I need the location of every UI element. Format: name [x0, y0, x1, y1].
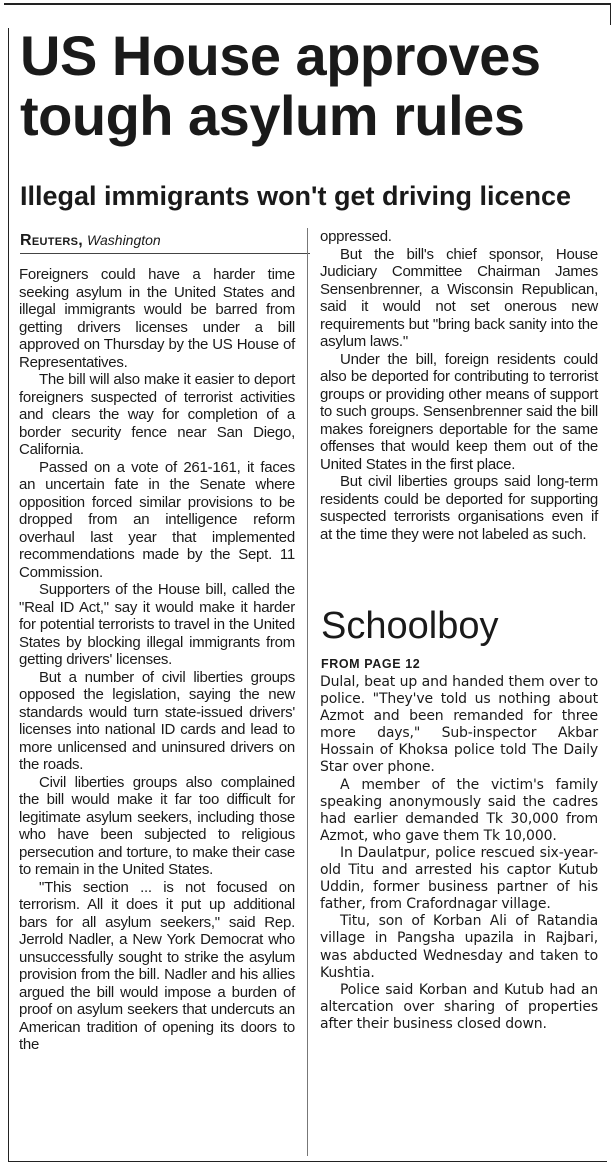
schoolboy-heading: Schoolboy	[321, 605, 499, 647]
paragraph: Police said Korban and Kutub had an altercation over sharing of properties after their business closed down.	[320, 981, 598, 1032]
article-subhead: Illegal immigrants won't get driving licence	[20, 181, 572, 211]
paragraph: Passed on a vote of 261-161, it faces an uncertain fate in the Senate where opposition forced similar provisions to be dropped from an intelligence reform overhaul last year that implemented recommendations made by the Sept. 11 Commission.	[19, 458, 295, 581]
byline-place: Washington	[87, 232, 161, 248]
jump-label: FROM PAGE 12	[321, 657, 421, 671]
paragraph: oppressed.	[320, 228, 392, 245]
byline	[20, 231, 310, 250]
paragraph: "This section ... is not focused on terrorism. All it does it put up additional bars for all asylum seekers," said Rep. Jerrold Nadler, a New York Democrat who unsuccessfully sought to strike the asylum provision from the bill. Nadler and his allies argued the bill would impose a burden of proof on asylum seekers that undercuts an American tradition of opening its doors to the	[19, 878, 295, 1053]
frame-top-rule	[4, 3, 611, 5]
paragraph: But civil liberties groups said long-term residents could be deported for supporting suspected terrorists organisations even if at the time they were not labeled as such.	[320, 473, 598, 543]
byline-agency: Reuters,	[20, 232, 84, 249]
schoolboy-article-column	[320, 674, 598, 1033]
paragraph: But a number of civil liberties groups opposed the legislation, saying the new standards would turn state-issued drivers' licenses into national ID cards and lead to more unlicensed and uninsured drivers on the roads.	[19, 668, 295, 773]
frame-left-rule	[8, 28, 9, 1162]
frame-bottom-rule	[8, 1161, 607, 1162]
frame-right-rule	[610, 3, 611, 25]
paragraph: Titu, son of Korban Ali of Ratandia village in Pangsha upazila in Rajbari, was abducted Wednesday and taken to Kushtia.	[320, 913, 598, 981]
paragraph: Foreigners could have a harder time seeking asylum in the United States and illegal immigrants would be barred from getting drivers licenses under a bill approved on Thursday by the US House of Representatives.	[19, 266, 295, 371]
paragraph: A member of the victim's family speaking anonymously said the cadres had earlier demanded Tk 30,000 from Azmot, who gave them Tk 10,000.	[320, 776, 598, 844]
article-right-column	[320, 228, 598, 543]
article-headline: US House approves tough asylum rules	[20, 24, 541, 147]
paragraph: Under the bill, foreign residents could also be deported for contributing to terrorist groups or providing other means of support to such groups. Sensenbrenner said the bill makes foreigners deportable for the same offenses that would keep them out of the United States in the first place.	[320, 350, 598, 473]
paragraph: In Daulatpur, police rescued six-year-old Titu and arrested his captor Kutub Uddin, former business partner of his father, from Crafordnagar village.	[320, 844, 598, 913]
paragraph: Civil liberties groups also complained the bill would make it far too difficult for legitimate asylum seekers, including those who have been subjected to religious persecution and torture, to make their case to remain in the United States.	[19, 773, 295, 878]
paragraph: Dulal, beat up and handed them over to police. "They've told us nothing about Azmot and been remanded for three more days," Sub-inspector Akbar Hossain of Khoksa police told The Daily Star over phone.	[320, 674, 598, 776]
paragraph: Supporters of the House bill, called the "Real ID Act," say it would make it harder for potential terrorists to travel in the United States by blocking illegal immigrants from getting drivers' licenses.	[19, 581, 295, 668]
paragraph: But the bill's chief sponsor, House Judiciary Committee Chairman James Sensenbrenner, a Wisconsin Republican, said it would not set onerous new requirements but "bring back sanity into the asylum laws."	[320, 245, 598, 350]
column-divider	[307, 228, 308, 1156]
article-left-column	[19, 266, 295, 1054]
byline-divider	[20, 253, 310, 254]
paragraph: The bill will also make it easier to deport foreigners suspected of terrorist activities and clears the way for completion of a border security fence near San Diego, California.	[19, 371, 295, 458]
